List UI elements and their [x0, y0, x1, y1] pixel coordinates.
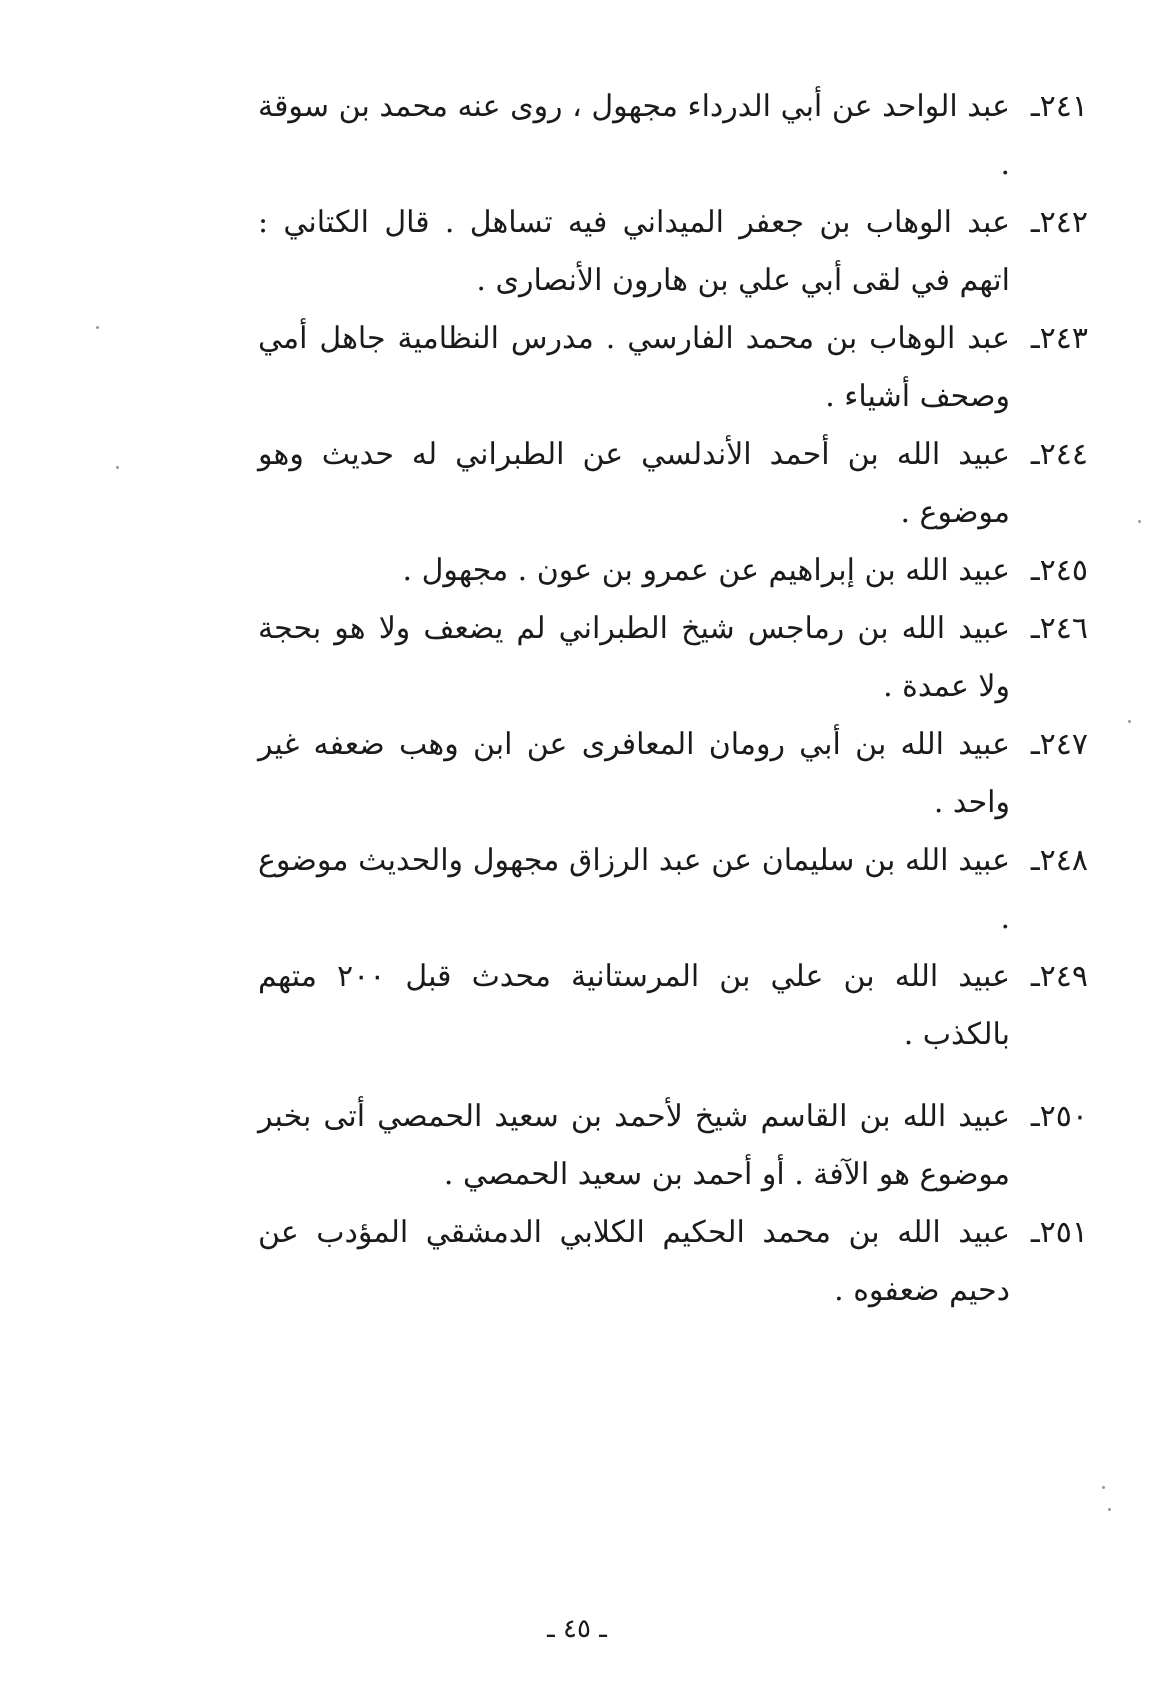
entry-number: ٢٤٧ـ [1030, 727, 1088, 762]
entry-text: عبيد الله بن أحمد الأندلسي عن الطبراني له حديث وهو موضوع . [258, 437, 1010, 530]
entry-text: عبد الوهاب بن محمد الفارسي . مدرس النظامية جاهل أمي وصحف أشياء . [258, 321, 1010, 414]
entry-number: ٢٤٦ـ [1030, 611, 1088, 646]
entry-number: ٢٤١ـ [1030, 89, 1088, 124]
scan-speck [1102, 1486, 1105, 1489]
page-number: ـ ٤٥ ـ [547, 1614, 607, 1644]
entry-245 [258, 542, 1088, 600]
entry-text: عبيد الله بن أبي رومان المعافرى عن ابن وهب ضعفه غير واحد . [258, 727, 1010, 820]
entry-number: ٢٤٢ـ [1030, 205, 1088, 240]
entry-243 [258, 310, 1088, 426]
entry-number: ٢٤٣ـ [1030, 321, 1088, 356]
entry-text: عبيد الله بن محمد الحكيم الكلابي الدمشقي المؤدب عن دحيم ضعفوه . [258, 1215, 1010, 1308]
entry-number: ٢٤٩ـ [1030, 959, 1088, 994]
scan-speck [1128, 720, 1131, 723]
entry-number: ٢٤٥ـ [1030, 553, 1088, 588]
entry-text: عبيد الله بن سليمان عن عبد الرزاق مجهول والحديث موضوع . [258, 843, 1010, 936]
entry-text: عبد الواحد عن أبي الدرداء مجهول ، روى عنه محمد بن سوقة . [258, 89, 1010, 182]
entry-text: عبيد الله بن القاسم شيخ لأحمد بن سعيد الحمصي أتى بخبر موضوع هو الآفة . أو أحمد بن سعيد الحمصي . [258, 1099, 1011, 1192]
entry-244 [258, 426, 1088, 542]
entry-251 [258, 1204, 1088, 1320]
entry-250 [258, 1088, 1088, 1204]
entry-text: عبيد الله بن رماجس شيخ الطبراني لم يضعف ولا هو بحجة ولا عمدة . [258, 611, 1010, 704]
entry-246 [258, 600, 1088, 716]
entry-text: عبد الوهاب بن جعفر الميداني فيه تساهل . قال الكتاني : اتهم في لقى أبي علي بن هارون الأنصارى . [258, 205, 1010, 298]
scan-speck [96, 326, 99, 329]
entry-text: عبيد الله بن علي بن المرستانية محدث قبل ٢٠٠ متهم بالكذب . [258, 959, 1011, 1052]
entry-text: عبيد الله بن إبراهيم عن عمرو بن عون . مجهول . [402, 553, 1010, 588]
scan-speck [116, 466, 119, 469]
entry-248 [258, 832, 1088, 948]
entries-list [258, 78, 1088, 1320]
entry-242 [258, 194, 1088, 310]
scan-speck [1108, 1508, 1111, 1511]
entry-241 [258, 78, 1088, 194]
entry-249 [258, 948, 1088, 1064]
entry-number: ٢٥١ـ [1030, 1215, 1088, 1250]
entry-number: ٢٥٠ـ [1030, 1099, 1088, 1134]
scan-speck [1138, 520, 1141, 523]
entry-247 [258, 716, 1088, 832]
entry-number: ٢٤٨ـ [1030, 843, 1088, 878]
entry-number: ٢٤٤ـ [1030, 437, 1088, 472]
